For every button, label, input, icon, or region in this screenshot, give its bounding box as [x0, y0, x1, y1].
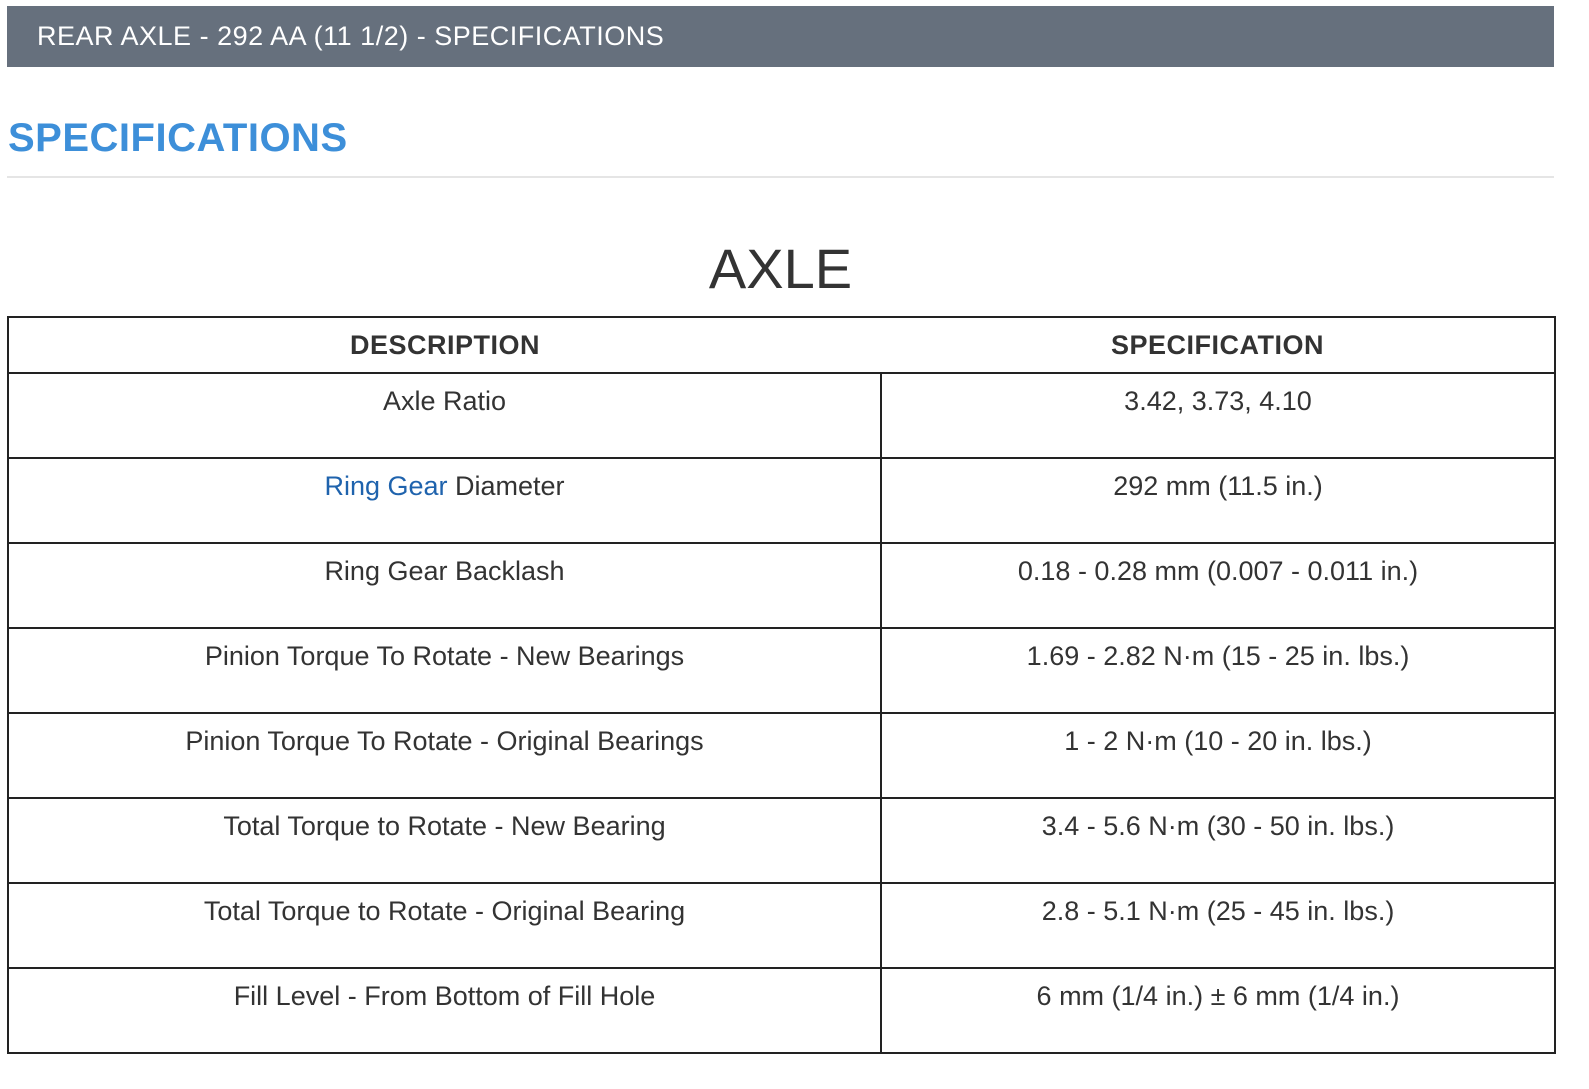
- specification-cell: 6 mm (1/4 in.) ± 6 mm (1/4 in.): [881, 968, 1555, 1053]
- column-header-specification: SPECIFICATION: [881, 317, 1555, 373]
- specification-cell: 0.18 - 0.28 mm (0.007 - 0.011 in.): [881, 543, 1555, 628]
- spec-table: [7, 316, 1556, 1054]
- description-cell: [8, 458, 881, 543]
- description-cell: Total Torque to Rotate - Original Bearing: [8, 883, 881, 968]
- table-caption: AXLE: [708, 237, 853, 300]
- description-cell: Pinion Torque To Rotate - New Bearings: [8, 628, 881, 713]
- table-row: [8, 883, 1555, 968]
- table-row: [8, 968, 1555, 1053]
- ring-gear-link[interactable]: Ring Gear: [324, 471, 448, 501]
- description-cell: Total Torque to Rotate - New Bearing: [8, 798, 881, 883]
- table-row: [8, 798, 1555, 883]
- description-cell: Fill Level - From Bottom of Fill Hole: [8, 968, 881, 1053]
- specification-cell: 1.69 - 2.82 N·m (15 - 25 in. lbs.): [881, 628, 1555, 713]
- specification-cell: 292 mm (11.5 in.): [881, 458, 1555, 543]
- description-text: Diameter: [447, 471, 565, 501]
- description-cell: Ring Gear Backlash: [8, 543, 881, 628]
- specification-cell: 2.8 - 5.1 N·m (25 - 45 in. lbs.): [881, 883, 1555, 968]
- table-row: [8, 713, 1555, 798]
- description-cell: Pinion Torque To Rotate - Original Bearings: [8, 713, 881, 798]
- table-row: [8, 628, 1555, 713]
- table-row: [8, 458, 1555, 543]
- specification-cell: 3.4 - 5.6 N·m (30 - 50 in. lbs.): [881, 798, 1555, 883]
- column-header-description: DESCRIPTION: [8, 317, 881, 373]
- description-cell: Axle Ratio: [8, 373, 881, 458]
- table-row: [8, 543, 1555, 628]
- page-title-bar: [7, 6, 1554, 67]
- table-header-row: [8, 317, 1555, 373]
- section-heading: SPECIFICATIONS: [8, 116, 348, 160]
- table-row: [8, 373, 1555, 458]
- specification-cell: 3.42, 3.73, 4.10: [881, 373, 1555, 458]
- specification-cell: 1 - 2 N·m (10 - 20 in. lbs.): [881, 713, 1555, 798]
- section-divider: [7, 176, 1554, 178]
- page-title: REAR AXLE - 292 AA (11 1/2) - SPECIFICATIONS: [37, 21, 665, 51]
